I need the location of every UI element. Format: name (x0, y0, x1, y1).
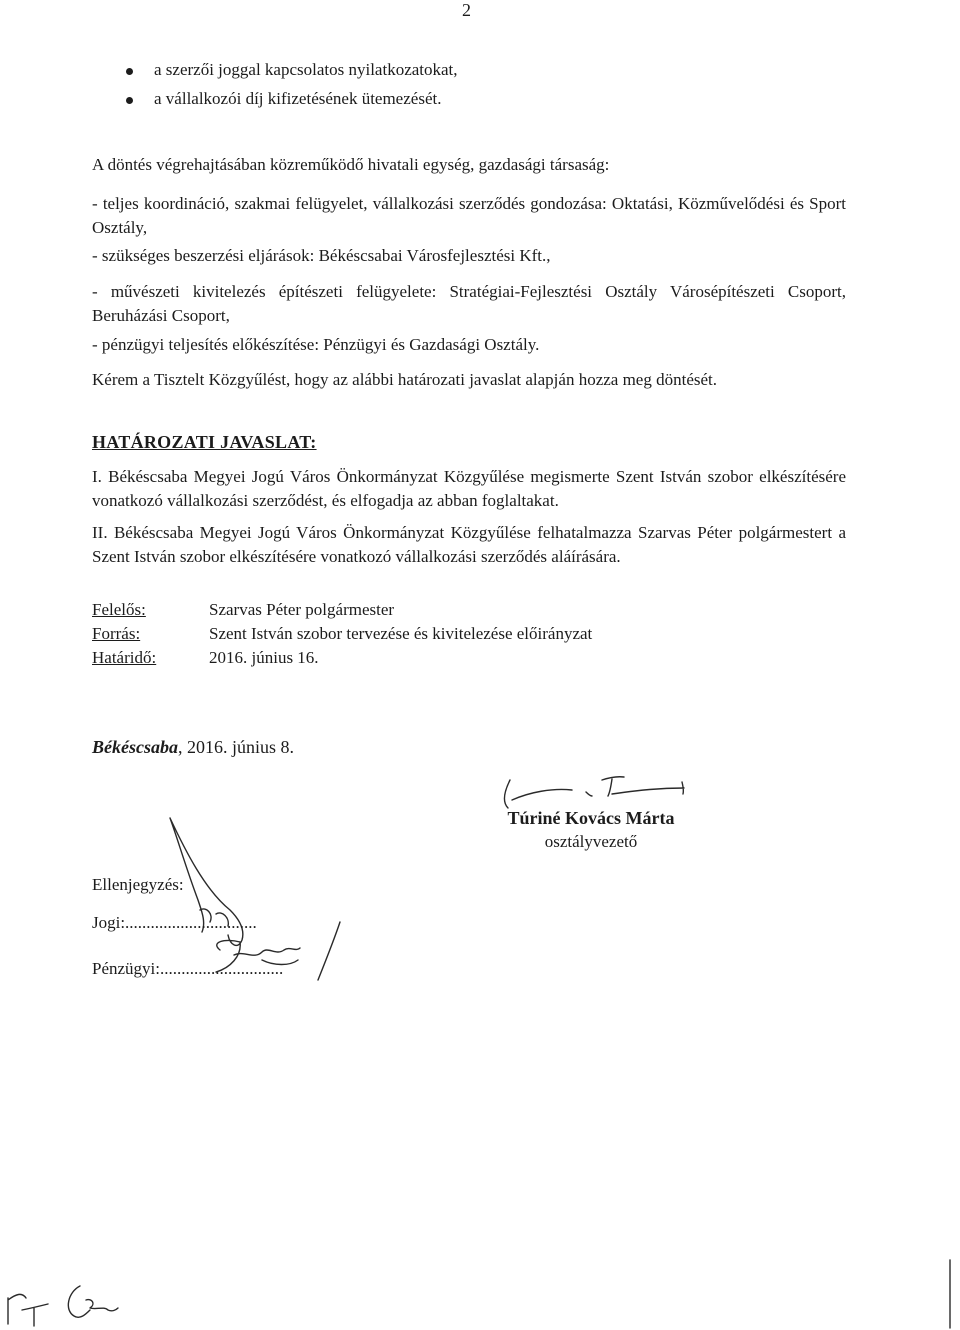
bullet-dot-icon (126, 68, 133, 75)
page-number: 2 (462, 0, 471, 20)
responsibility-line-finance: - pénzügyi teljesítés előkészítése: Pénzügyi és Gazdasági Osztály. (92, 335, 540, 354)
bullet-item: a vállalkozói díj kifizetésének ütemezését. (124, 87, 458, 116)
responsible-value: Szarvas Péter polgármester (209, 600, 395, 619)
bullet-list (124, 58, 458, 116)
signer-signature (490, 770, 690, 810)
deadline-label: Határidő: (92, 648, 157, 667)
initials-mark (0, 1270, 140, 1330)
signer-block (498, 806, 684, 854)
request-paragraph: Kérem a Tisztelt Közgyűlést, hogy az alábbi határozati javaslat alapján hozza meg döntését. (92, 370, 718, 389)
signer-title: osztályvezető (544, 832, 638, 851)
financial-countersign-line: Pénzügyi:............................. (92, 959, 284, 978)
bullet-item: a szerzői joggal kapcsolatos nyilatkozatokat, (124, 58, 458, 87)
legal-countersign-line: Jogi:............................... (92, 913, 257, 932)
responsible-label: Felelős: (92, 600, 146, 619)
deadline-value: 2016. június 16. (209, 648, 319, 667)
responsibility-line-coordination: - teljes koordináció, szakmai felügyelet, vállalkozási szerződés gondozása: Oktatási, Közművelődési és Sport Osztály, (92, 194, 846, 237)
resolution-heading: HATÁROZATI JAVASLAT: (92, 432, 317, 452)
place-name: Békéscsaba (92, 737, 178, 757)
source-value: Szent István szobor tervezése és kivitelezése előirányzat (209, 624, 593, 643)
resolution-1: I. Békéscsaba Megyei Jogú Város Önkormányzat Közgyűlése megismerte Szent István szobor elkészítésére vonatkozó vállalkozási szerződést, és elfogadja az abban foglaltakat. (92, 467, 846, 510)
resolution-2: II. Békéscsaba Megyei Jogú Város Önkormányzat Közgyűlése felhatalmazza Szarvas Péter polgármestert a Szent István szobor elkészítésére vonatkozó vállalkozási szerződés aláírására. (92, 523, 846, 566)
bullet-dot-icon (126, 97, 133, 104)
countersign-label: Ellenjegyzés: (92, 875, 184, 894)
source-label: Forrás: (92, 624, 141, 643)
responsibility-line-architecture: - művészeti kivitelezés építészeti felügyelete: Stratégiai-Fejlesztési Osztály Városépítészeti Csoport, Beruházási Csoport, (92, 282, 846, 325)
margin-mark (944, 1258, 956, 1330)
signer-name: Túriné Kovács Márta (507, 808, 675, 828)
date-text: , 2016. június 8. (177, 737, 294, 757)
place-date (92, 737, 294, 758)
intro-paragraph: A döntés végrehajtásában közreműködő hivatali egység, gazdasági társaság: (92, 155, 610, 174)
responsibility-line-procurement: - szükséges beszerzési eljárások: Békéscsabai Városfejlesztési Kft., (92, 246, 551, 265)
